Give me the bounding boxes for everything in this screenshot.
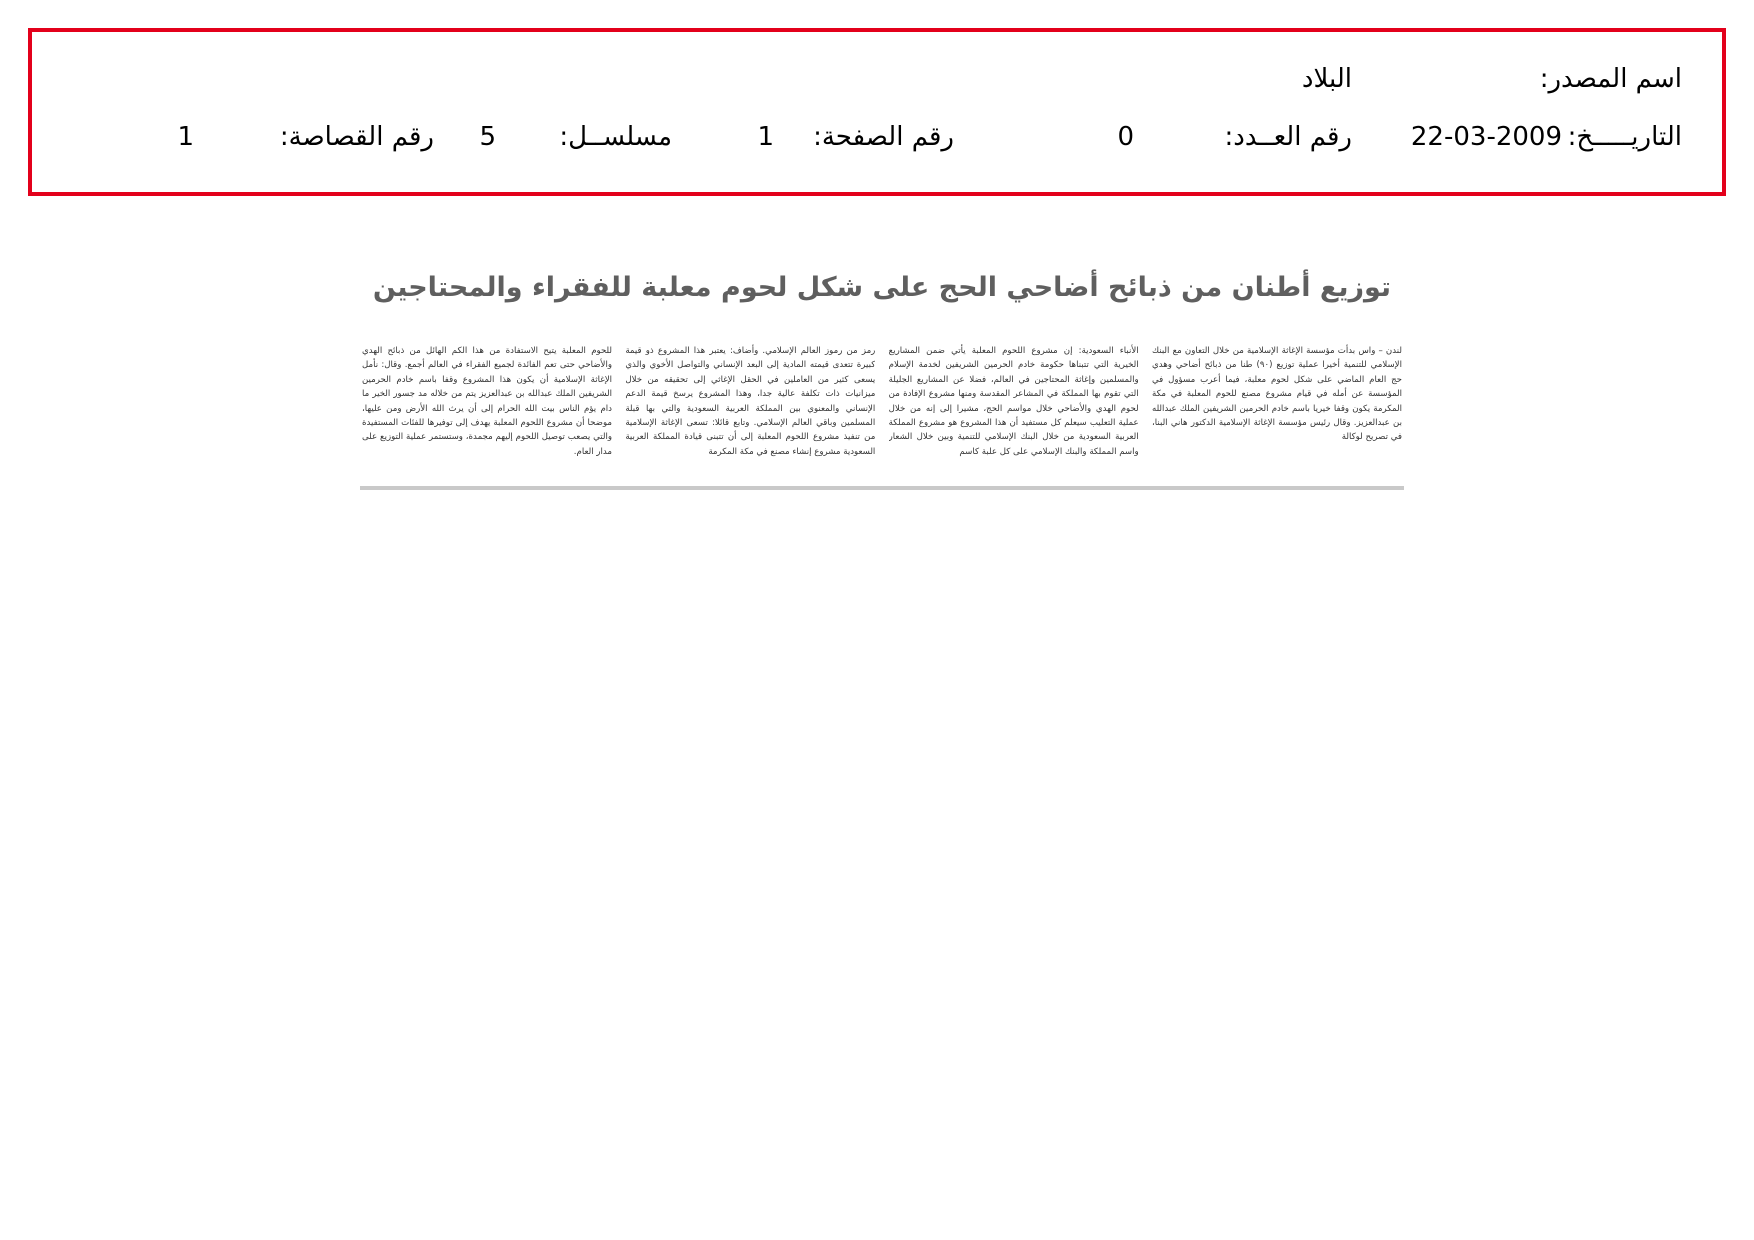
- page-label: رقم الصفحة:: [813, 122, 954, 152]
- article-column-4: [362, 344, 612, 474]
- source-value: البلاد: [1301, 64, 1352, 94]
- metadata-box: [28, 28, 1726, 196]
- article-headline: توزيع أطنان من ذبائح أضاحي الحج على شكل لحوم معلبة للفقراء والمحتاجين: [372, 272, 1392, 303]
- article-column-2: [889, 344, 1139, 474]
- column-2-text: الأنباء السعودية: إن مشروع اللحوم المعلبة يأتي ضمن المشاريع الخيرية التي تتبناها حكومة خادم الحرمين الشريفين لخدمة الإسلام والمسلمين وإغاثة المحتاجين في العالم، فضلا عن المشاريع الجليلة التي تقوم بها المملكة في المشاعر المقدسة ومنها مشروع الإفادة من لحوم الهدي والأضاحي خلال مواسم الحج، مشيرا إلى إنه من خلال عملية التعليب سيعلم كل مستفيد أن هذا المشروع هو مشروع المملكة العربية السعودية من خلال البنك الإسلامي للتنمية وبين خلال الشعار واسم المملكة والبنك الإسلامي على كل علبة كاسم: [888, 346, 1139, 457]
- article-columns: [362, 344, 1402, 474]
- source-label: اسم المصدر:: [1539, 64, 1682, 94]
- date-value: 22-03-2009: [1410, 122, 1562, 152]
- column-3-text: رمز من رموز العالم الإسلامي. وأضاف: يعتبر هذا المشروع ذو قيمة كبيرة تتعدى قيمته المادية إلى البعد الإنساني والتواصل الأخوي والذي يسعى كثير من العاملين في الحقل الإغاثي إلى تحقيقه من خلال ميزانيات ذات تكلفة عالية جدا، وهذا المشروع يرسخ قيمة الدعم الإنساني والمعنوي بين المملكة العربية السعودية والتي بها قبلة المسلمين وباقي العالم الإسلامي. وتابع قائلا: تسعى الإغاثة الإسلامية من تنفيذ مشروع اللحوم المعلبة إلى أن تتبنى قيادة المملكة العربية السعودية مشروع إنشاء مصنع في مكة المكرمة: [625, 346, 876, 457]
- page-value: 1: [757, 122, 774, 152]
- serial-value: 5: [479, 122, 496, 152]
- bottom-divider: [360, 486, 1404, 490]
- clipping-label: رقم القصاصة:: [279, 122, 434, 152]
- clipping-value: 1: [177, 122, 194, 152]
- column-1-text: لندن – واس بدأت مؤسسة الإغاثة الإسلامية من خلال التعاون مع البنك الإسلامي للتنمية أخيرا عملية توزيع (٩٠) طنا من ذبائح أضاحي وهدي حج العام الماضي على شكل لحوم معلبة، فيما أعرب مسؤول في المؤسسة عن أمله في قيام مشروع مصنع للحوم المعلبة في مكة المكرمة يكون وقفا خيريا باسم خادم الحرمين الشريفين الملك عبدالله بن عبدالعزيز. وقال رئيس مؤسسة الإغاثة الإسلامية الدكتور هاني البنا، في تصريح لوكالة: [1151, 346, 1402, 443]
- issue-label: رقم العــدد:: [1224, 122, 1352, 152]
- serial-label: مسلســل:: [559, 122, 672, 152]
- article-column-1: [1152, 344, 1402, 474]
- issue-value: 0: [1117, 122, 1134, 152]
- date-label: التاريـــــخ:: [1567, 122, 1682, 152]
- news-clipping: [358, 250, 1406, 495]
- metadata-row-source: [82, 64, 1682, 104]
- column-4-text: للحوم المعلبة يتيح الاستفادة من هذا الكم الهائل من ذبائح الهدي والأضاحي حتى تعم الفائدة لجميع الفقراء في العالم أجمع. وقال: نأمل الإغاثة الإسلامية أن يكون هذا المشروع وقفا باسم خادم الحرمين الشريفين الملك عبدالله بن عبدالعزيز يتم من خلاله مد جسور الخير ما دام يؤم الناس بيت الله الحرام إلى أن يرث الله الأرض ومن عليها، موضحا أن مشروع اللحوم المعلبة يهدف إلى توفيرها للفئات المستفيدة والتي يصعب توصيل اللحوم إليهم مجمدة، وستستمر عملية التوزيع على مدار العام.: [362, 346, 612, 457]
- article-column-3: [625, 344, 875, 474]
- metadata-row-details: [62, 122, 1682, 162]
